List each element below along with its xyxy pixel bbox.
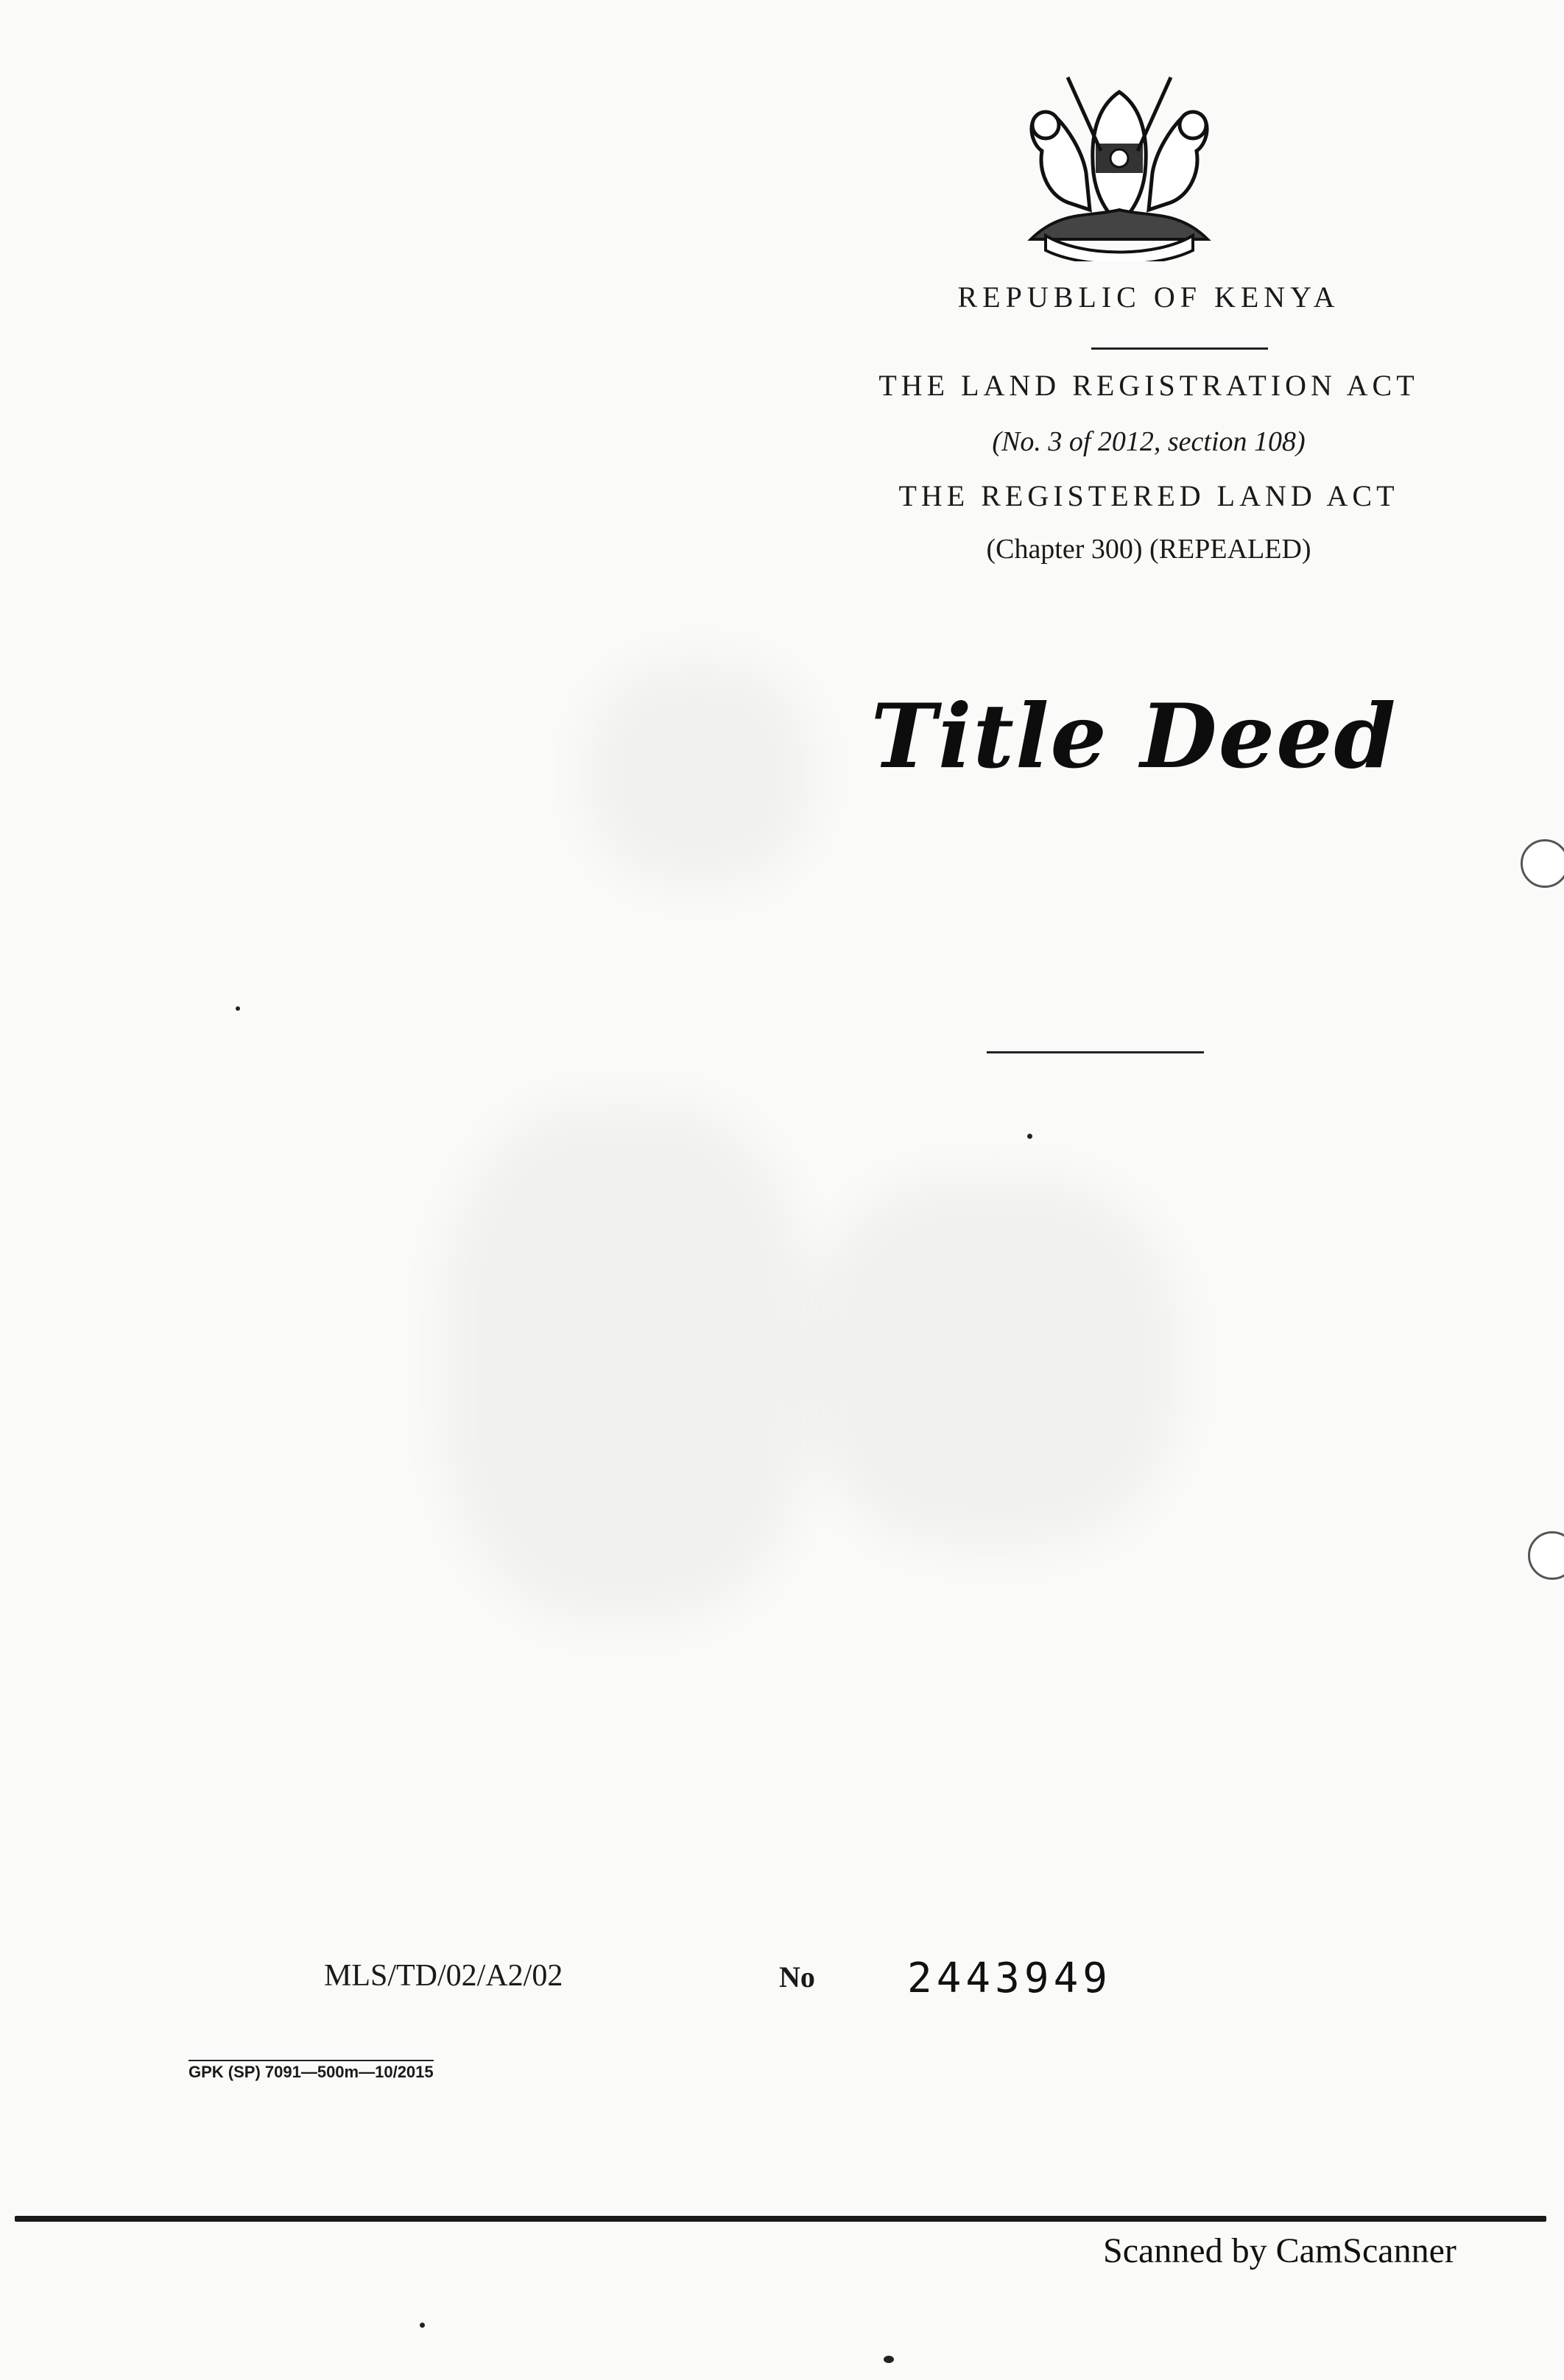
document-title: Title Deed <box>870 685 1398 788</box>
form-code: MLS/TD/02/A2/02 <box>324 1959 563 1993</box>
show-through-shadow <box>442 1104 810 1620</box>
number-label: No <box>779 1960 815 1994</box>
show-through-shadow <box>810 1178 1178 1546</box>
scan-speck <box>1027 1134 1032 1139</box>
punch-hole <box>1521 839 1564 888</box>
divider <box>1091 347 1268 350</box>
scanner-watermark: Scanned by CamScanner <box>1103 2231 1456 2270</box>
printer-code: GPK (SP) 7091—500m—10/2015 <box>189 2060 434 2082</box>
act-secondary-heading: THE REGISTERED LAND ACT <box>898 479 1399 512</box>
serial-number: 2443949 <box>907 1955 1113 2002</box>
scan-speck <box>884 2356 894 2363</box>
kenya-coat-of-arms-icon <box>1016 63 1222 261</box>
act-primary-heading: THE LAND REGISTRATION ACT <box>878 369 1419 402</box>
show-through-shadow <box>589 663 810 883</box>
scan-speck <box>236 1006 240 1011</box>
act-primary-reference: (No. 3 of 2012, section 108) <box>992 426 1306 457</box>
scan-speck <box>420 2323 425 2328</box>
act-secondary-reference: (Chapter 300) (REPEALED) <box>986 534 1311 565</box>
signature-line <box>987 1051 1204 1053</box>
bottom-border-line <box>15 2216 1546 2222</box>
country-heading: REPUBLIC OF KENYA <box>957 280 1340 314</box>
punch-hole <box>1528 1531 1564 1580</box>
